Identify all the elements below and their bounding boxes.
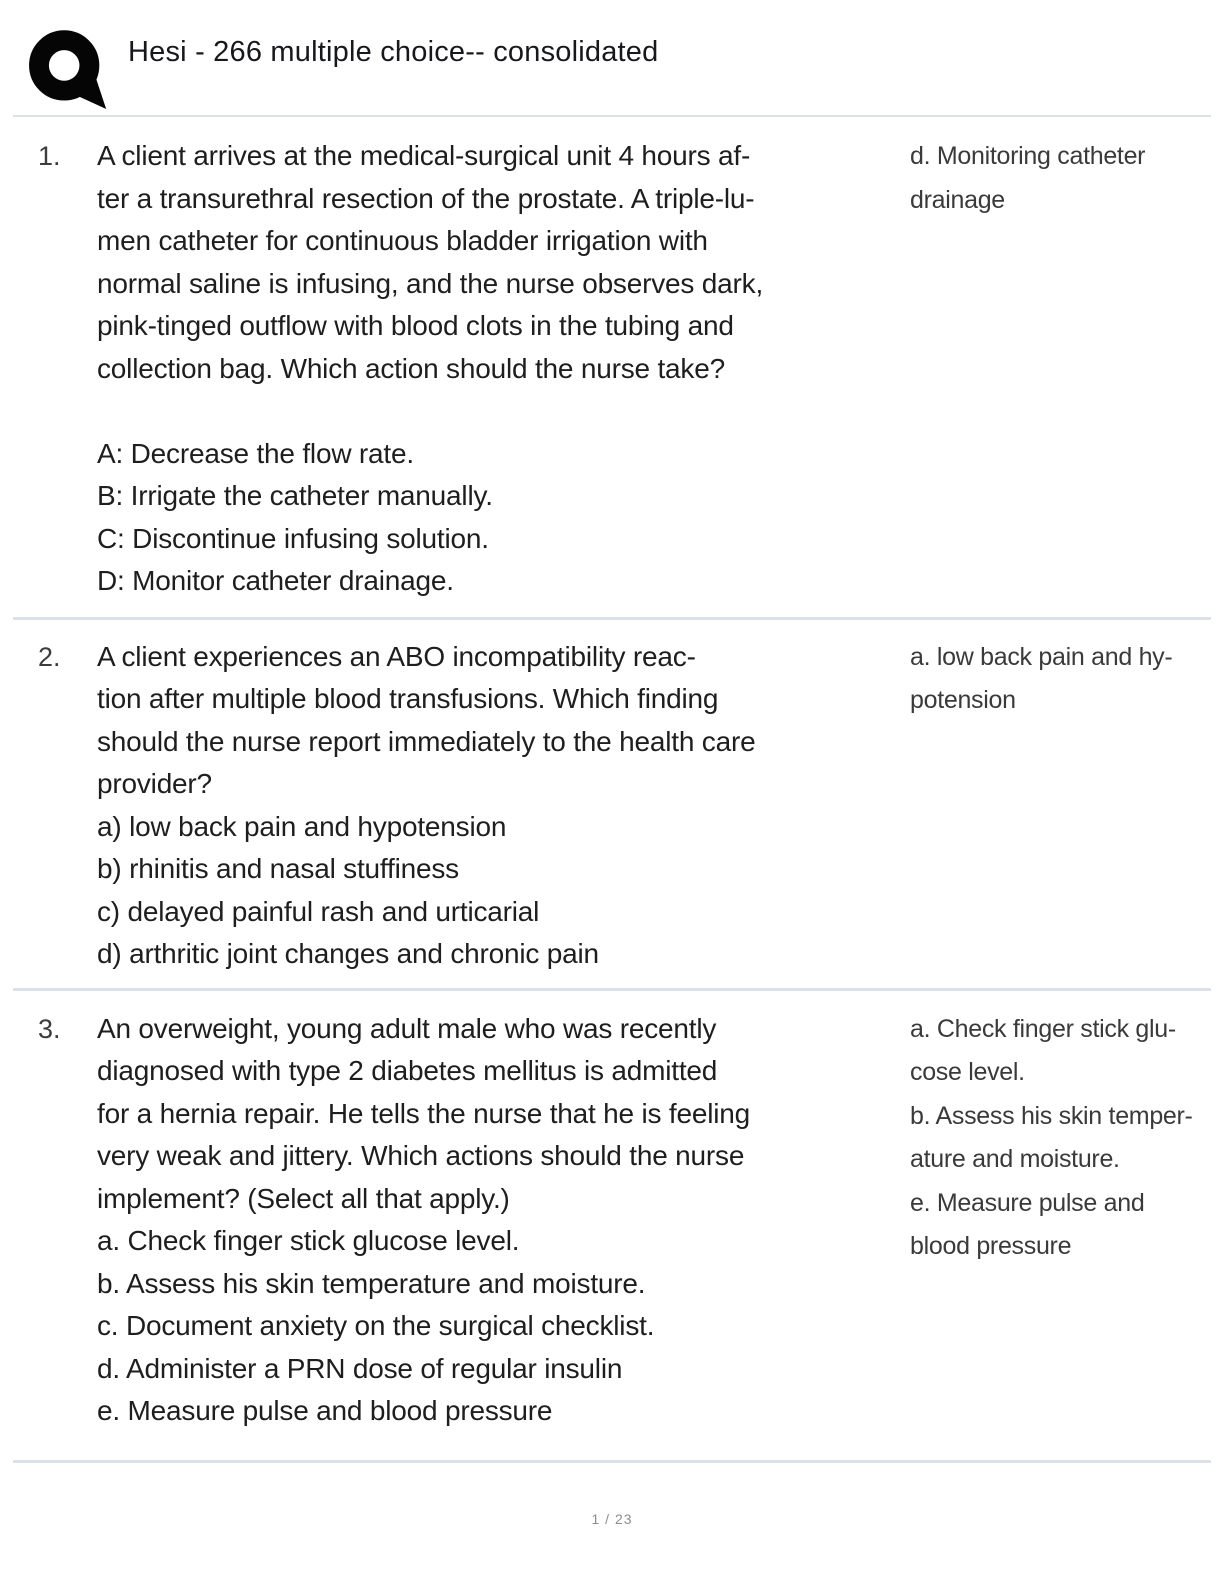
text-line: should the nurse report immediately to the health care [97, 725, 756, 757]
text-line: blood pressure [910, 1232, 1072, 1260]
question-row-1 [0, 117, 1224, 617]
text-line: c) delayed painful rash and urticarial [97, 895, 540, 927]
answer-text [910, 135, 1210, 222]
text-line: e. Measure pulse and [910, 1188, 1145, 1217]
text-line: b) rhinitis and nasal stuffiness [97, 853, 459, 884]
text-line: C: Discontinue infusing solution. [97, 522, 489, 554]
question-row-2 [0, 620, 1224, 988]
text-line: d) arthritic joint changes and chronic pain [97, 938, 599, 969]
text-line: A client experiences an ABO incompatibility reac- [97, 640, 696, 672]
page-footer [0, 1511, 1224, 1529]
question-number: 1. [38, 141, 61, 171]
row-divider [13, 1460, 1211, 1463]
text-line: b. Assess his skin temper- [910, 1101, 1193, 1130]
text-line: a) low back pain and hypotension [97, 810, 507, 842]
text-line: a. Check finger stick glu- [910, 1014, 1176, 1043]
question-row-3 [0, 991, 1224, 1460]
text-line: normal saline is infusing, and the nurse observes dark, [97, 267, 764, 299]
question-text [97, 135, 910, 603]
text-line: A: Decrease the flow rate. [97, 437, 414, 469]
text-line: men catheter for continuous bladder irrigation with [97, 225, 708, 256]
document-header [0, 0, 1224, 115]
answer-text [910, 636, 1210, 723]
question-text [97, 636, 910, 976]
text-line: b. Assess his skin temperature and moisture. [97, 1267, 646, 1299]
text-line: B: Irrigate the catheter manually. [97, 480, 493, 511]
text-line: very weak and jittery. Which actions should the nurse [97, 1140, 745, 1171]
page-title: Hesi - 266 multiple choice-- consolidated [128, 36, 659, 68]
text-line: collection bag. Which action should the nurse take? [97, 352, 725, 384]
text-line: cose level. [910, 1058, 1025, 1086]
text-line: ter a transurethral resection of the prostate. A triple-lu- [97, 182, 755, 214]
answer-text [910, 1008, 1210, 1269]
text-line: d. Administer a PRN dose of regular insulin [97, 1352, 623, 1384]
question-number: 2. [38, 641, 61, 672]
text-line [97, 390, 910, 433]
text-line: provider? [97, 768, 212, 799]
text-line: d. Monitoring catheter [910, 142, 1146, 170]
text-line: drainage [910, 185, 1005, 214]
text-line: ature and moisture. [910, 1145, 1120, 1173]
text-line: diagnosed with type 2 diabetes mellitus is admitted [97, 1055, 718, 1086]
text-line: implement? (Select all that apply.) [97, 1182, 510, 1214]
question-number: 3. [38, 1013, 61, 1044]
text-line: pink-tinged outflow with blood clots in the tubing and [97, 310, 734, 341]
text-line: a. low back pain and hy- [910, 642, 1173, 671]
text-line: D: Monitor catheter drainage. [97, 565, 454, 596]
text-line: A client arrives at the medical-surgical unit 4 hours af- [97, 140, 751, 171]
text-line: a. Check finger stick glucose level. [97, 1225, 520, 1256]
text-line: tion after multiple blood transfusions. Which finding [97, 683, 719, 714]
text-line: potension [910, 686, 1016, 714]
text-line: An overweight, young adult male who was recently [97, 1012, 717, 1044]
page-number: 1 / 23 [591, 1510, 633, 1527]
text-line: e. Measure pulse and blood pressure [97, 1395, 553, 1426]
text-line: c. Document anxiety on the surgical checklist. [97, 1310, 655, 1341]
question-text [97, 1008, 910, 1433]
quizlet-q-logo [28, 28, 108, 112]
text-line: for a hernia repair. He tells the nurse that he is feeling [97, 1097, 751, 1129]
